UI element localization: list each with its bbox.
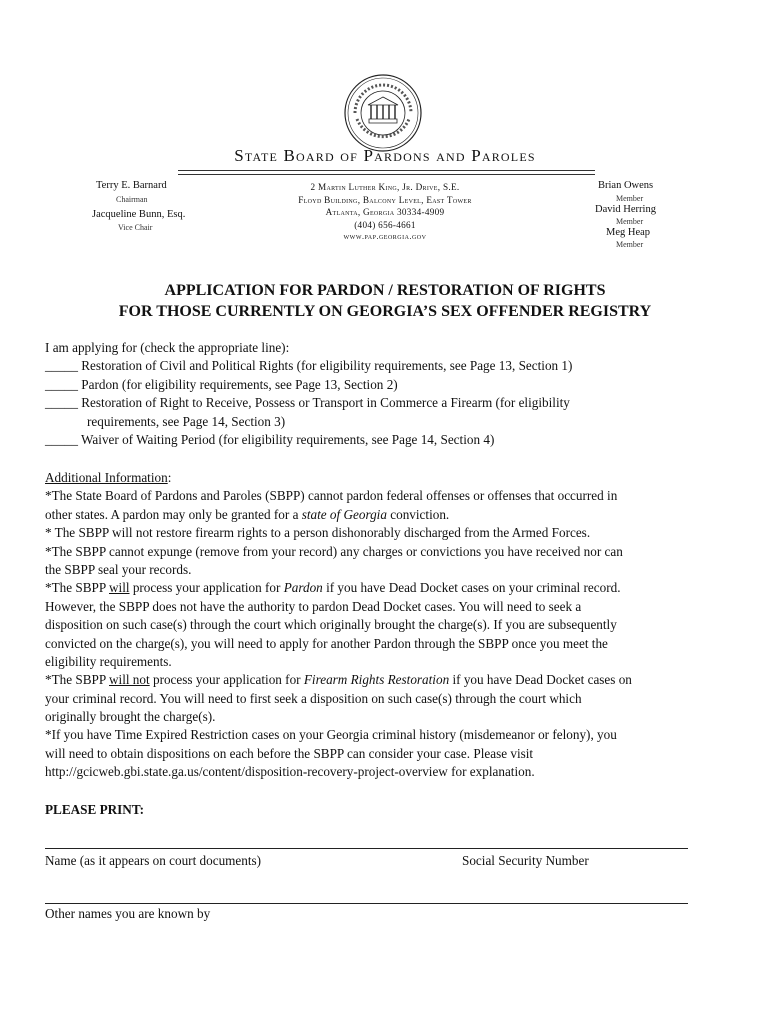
phone-number: (404) 656-4661 [354, 219, 416, 230]
please-print-heading: PLEASE PRINT: [45, 802, 145, 817]
option-pardon[interactable] [45, 376, 735, 394]
website-url: www.pap.georgia.gov [343, 232, 427, 241]
options-intro: I am applying for (check the appropriate line): [45, 340, 290, 355]
member-name: Meg Heap [606, 227, 651, 238]
header-rule [178, 174, 595, 175]
option-firearm-rights[interactable] [45, 394, 735, 412]
address-line: Atlanta, Georgia 30334-4909 [325, 207, 445, 217]
section-heading: Additional Information [45, 470, 168, 485]
info-line: your criminal record. You will need to first seek a disposition on such case(s) through the court which [45, 690, 582, 706]
member-name: Jacqueline Bunn, Esq. [92, 209, 186, 220]
option-label: Restoration of Right to Receive, Possess or Transport in Commerce a Firearm (for eligibility [81, 395, 570, 411]
info-line: *The SBPP will not process your application for Firearm Rights Restoration if you have Dead Docket cases on [45, 672, 632, 688]
member-role: Vice Chair [118, 223, 153, 232]
member-role: Member [616, 194, 644, 203]
info-line: the SBPP seal your records. [45, 561, 192, 577]
option-waiver-waiting-period[interactable] [45, 431, 735, 449]
member-role: Chairman [116, 195, 148, 204]
name-field-label: Name (as it appears on court documents) [45, 853, 262, 868]
member-role: Member [616, 240, 644, 249]
page-title: APPLICATION FOR PARDON / RESTORATION OF RIGHTS [164, 282, 606, 299]
info-line: convicted on the charge(s), you will need to apply for another Pardon through the SBPP once you meet the [45, 635, 608, 651]
checkbox-blank[interactable]: _____ [45, 395, 78, 411]
address-line: 2 Martin Luther King, Jr. Drive, S.E. [310, 182, 460, 192]
member-name: Terry E. Barnard [96, 180, 167, 191]
other-names-field-label: Other names you are known by [45, 906, 211, 921]
header-rule [178, 170, 595, 171]
other-names-input-line[interactable] [45, 903, 688, 904]
info-line: *The SBPP cannot expunge (remove from your record) any charges or convictions you have received nor can [45, 543, 623, 559]
address-block [230, 181, 540, 244]
info-line: disposition on such case(s) through the court which originally brought the charge(s). If you are subsequently [45, 617, 617, 633]
member-role: Member [616, 217, 644, 226]
option-label-continued: requirements, see Page 14, Section 3) [87, 413, 286, 429]
member-name: Brian Owens [598, 180, 654, 191]
name-input-line[interactable] [45, 848, 688, 849]
member-name: David Herring [595, 204, 656, 215]
info-line: will need to obtain dispositions on each before the SBPP can consider your case. Please visit [45, 745, 534, 761]
info-line: *If you have Time Expired Restriction cases on your Georgia criminal history (misdemeanor or felony), you [45, 727, 617, 743]
info-line: other states. A pardon may only be granted for a state of Georgia conviction. [45, 506, 450, 522]
option-restoration-civil-rights[interactable] [45, 357, 735, 375]
checkbox-blank[interactable]: _____ [45, 376, 78, 392]
option-label: Waiver of Waiting Period (for eligibility requirements, see Page 14, Section 4) [81, 431, 495, 447]
board-name: State Board of Pardons and Paroles [234, 146, 536, 165]
address-line: Floyd Building, Balcony Level, East Tower [298, 194, 472, 205]
application-options [45, 339, 735, 449]
info-line: * The SBPP will not restore firearm rights to a person dishonorably discharged from the Armed Forces. [45, 525, 591, 541]
option-label: Restoration of Civil and Political Rights (for eligibility requirements, see Page 13, Section 1) [81, 358, 573, 374]
info-link[interactable]: http://gcicweb.gbi.state.ga.us/content/disposition-recovery-project-overview for explanation. [45, 764, 535, 780]
info-line: *The State Board of Pardons and Paroles (SBPP) cannot pardon federal offenses or offenses that occurred in [45, 488, 618, 504]
state-seal-icon [343, 73, 423, 153]
info-line: *The SBPP will process your application for Pardon if you have Dead Docket cases on your criminal record. [45, 580, 621, 596]
checkbox-blank[interactable]: _____ [45, 358, 78, 374]
checkbox-blank[interactable]: _____ [45, 431, 78, 447]
ssn-field-label: Social Security Number [462, 853, 589, 868]
option-label: Pardon (for eligibility requirements, see Page 13, Section 2) [81, 376, 398, 392]
info-line: However, the SBPP does not have the authority to pardon Dead Docket cases. You will need to seek a [45, 598, 582, 614]
additional-information [45, 469, 735, 782]
info-line: originally brought the charge(s). [45, 709, 216, 725]
page-subtitle: FOR THOSE CURRENTLY ON GEORGIA’S SEX OFFENDER REGISTRY [118, 303, 652, 320]
heading-colon: : [167, 470, 172, 485]
info-line: eligibility requirements. [45, 653, 172, 669]
